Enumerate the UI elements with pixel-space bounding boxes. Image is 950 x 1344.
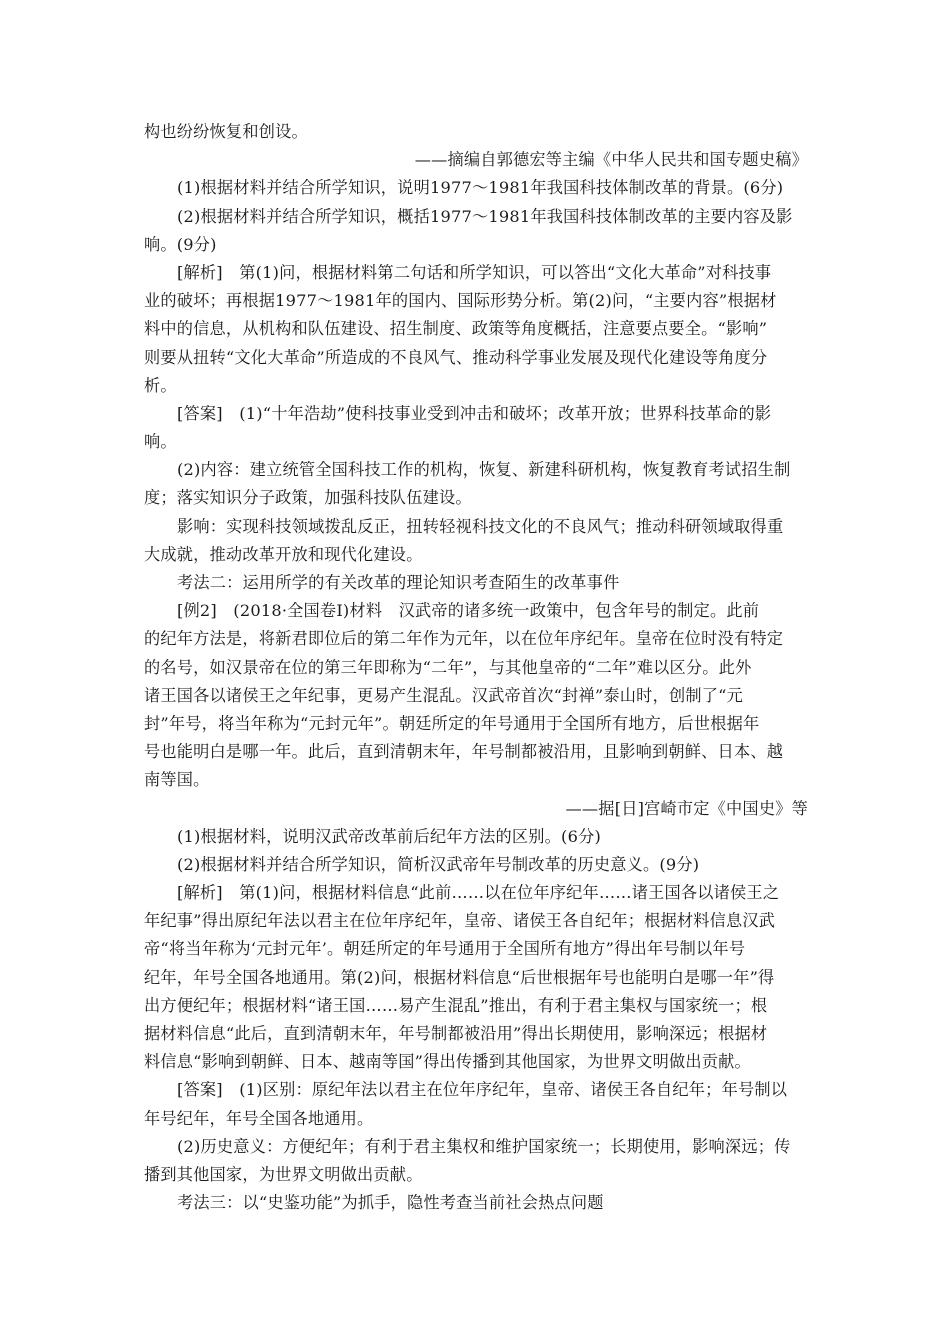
text-line: 诸王国各以诸侯王之年纪事，更易产生混乱。汉武帝首次“封禅”泰山时，创制了“元 — [144, 685, 743, 705]
text-line: 据材料信息“此后，直到清朝末年，年号制都被沿用”得出长期使用，影响深远；根据材 — [144, 1024, 768, 1043]
text-line: 的纪年方法是，将新君即位后的第二年作为元年，以在位年序纪年。皇帝在位时没有特定 — [144, 629, 784, 649]
section-heading: 考法三：以“史鉴功能”为抓手，隐性考查当前社会热点问题 — [177, 1193, 604, 1213]
text-line: 南等国。 — [144, 770, 210, 790]
question-1: (1)根据材料并结合所学知识，说明1977～1981年我国科技体制改革的背景。(6分) — [177, 178, 784, 198]
text-line: 则要从扭转“文化大革命”所造成的不良风气、推动科学事业发展及现代化建设等角度分 — [144, 347, 768, 367]
text-line: 号也能明白是哪一年。此后，直到清朝末年，年号制都被沿用，且影响到朝鲜、日本、越 — [144, 742, 784, 762]
text-line: 料信息“影响到朝鲜、日本、越南等国”得出传播到其他国家，为世界文明做出贡献。 — [144, 1052, 751, 1072]
section-heading: 考法二：运用所学的有关改革的理论知识考查陌生的改革事件 — [177, 573, 620, 592]
text-line: 年纪事”得出原纪年法以君主在位年序纪年，皇帝、诸侯王各自纪年；根据材料信息汉武 — [144, 911, 776, 931]
example-heading-line: [例2] (2018·全国卷Ⅰ)材料 汉武帝的诸多统一政策中，包含年号的制定。此前 — [177, 601, 760, 621]
text-line: 料中的信息，从机构和队伍建设、招生制度、政策等角度概括，注意要点要全。“影响” — [144, 319, 768, 339]
analysis-heading-line: [解析] 第(1)问，根据材料第二句话和所学知识，可以答出“文化大革命”对科技事 — [177, 262, 772, 282]
answer-heading-line: [答案] (1)区别：原纪年法以君主在位年序纪年，皇帝、诸侯王各自纪年；年号制以 — [177, 1080, 788, 1100]
text-line: (2)内容：建立统管全国科技工作的机构，恢复、新建科研机构，恢复教育考试招生制 — [177, 460, 791, 480]
text-line: 大成就，推动改革开放和现代化建设。 — [144, 544, 423, 564]
text-line: 构也纷纷恢复和创设。 — [144, 122, 308, 141]
text-line: 响。 — [144, 432, 177, 452]
text-line: 封”年号，将当年称为“元封元年”。朝廷所定的年号通用于全国所有地方，后世根据年 — [144, 713, 760, 733]
question-2: (2)根据材料并结合所学知识，简析汉武帝年号制改革的历史意义。(9分) — [177, 854, 700, 874]
text-line: (2)历史意义：方便纪年；有利于君主集权和维护国家统一；长期使用，影响深远；传 — [177, 1136, 791, 1156]
question-1: (1)根据材料，说明汉武帝改革前后纪年方法的区别。(6分) — [177, 826, 601, 846]
text-line: 播到其他国家，为世界文明做出贡献。 — [144, 1164, 423, 1184]
source-citation: ——摘编自郭德宏等主编《中华人民共和国专题史稿》 — [414, 150, 808, 170]
source-citation: ——据[日]宫崎市定《中国史》等 — [565, 798, 808, 818]
text-line: 出方便纪年；根据材料“诸王国……易产生混乱”推出，有利于君主集权与国家统一；根 — [144, 995, 768, 1015]
text-line: 年号纪年，年号全国各地通用。 — [144, 1108, 374, 1128]
question-2: (2)根据材料并结合所学知识，概括1977～1981年我国科技体制改革的主要内容及影 — [177, 206, 793, 226]
text-line: 帝“将当年称为‘元封元年’。朝廷所定的年号通用于全国所有地方”得出年号制以年号 — [144, 939, 746, 959]
text-line: 业的破坏；再根据1977～1981年的国内、国际形势分析。第(2)问，“主要内容”根据材 — [144, 291, 777, 311]
text-line: 的名号，如汉景帝在位的第三年即称为“二年”，与其他皇帝的“二年”难以区分。此外 — [144, 657, 752, 677]
document-body — [144, 118, 808, 1217]
text-line: 纪年，年号全国各地通用。第(2)问，根据材料信息“后世根据年号也能明白是哪一年”得 — [144, 967, 775, 987]
answer-heading-line: [答案] (1)“十年浩劫”使科技事业受到冲击和破坏；改革开放；世界科技革命的影 — [177, 403, 772, 423]
analysis-heading-line: [解析] 第(1)问，根据材料信息“此前……以在位年序纪年……诸王国各以诸侯王之 — [177, 883, 780, 903]
text-line: 析。 — [144, 375, 177, 395]
text-line: 度；落实知识分子政策，加强科技队伍建设。 — [144, 488, 472, 508]
text-line: 响。(9分) — [144, 234, 217, 254]
text-line: 影响：实现科技领域拨乱反正，扭转轻视科技文化的不良风气；推动科研领域取得重 — [177, 516, 784, 536]
